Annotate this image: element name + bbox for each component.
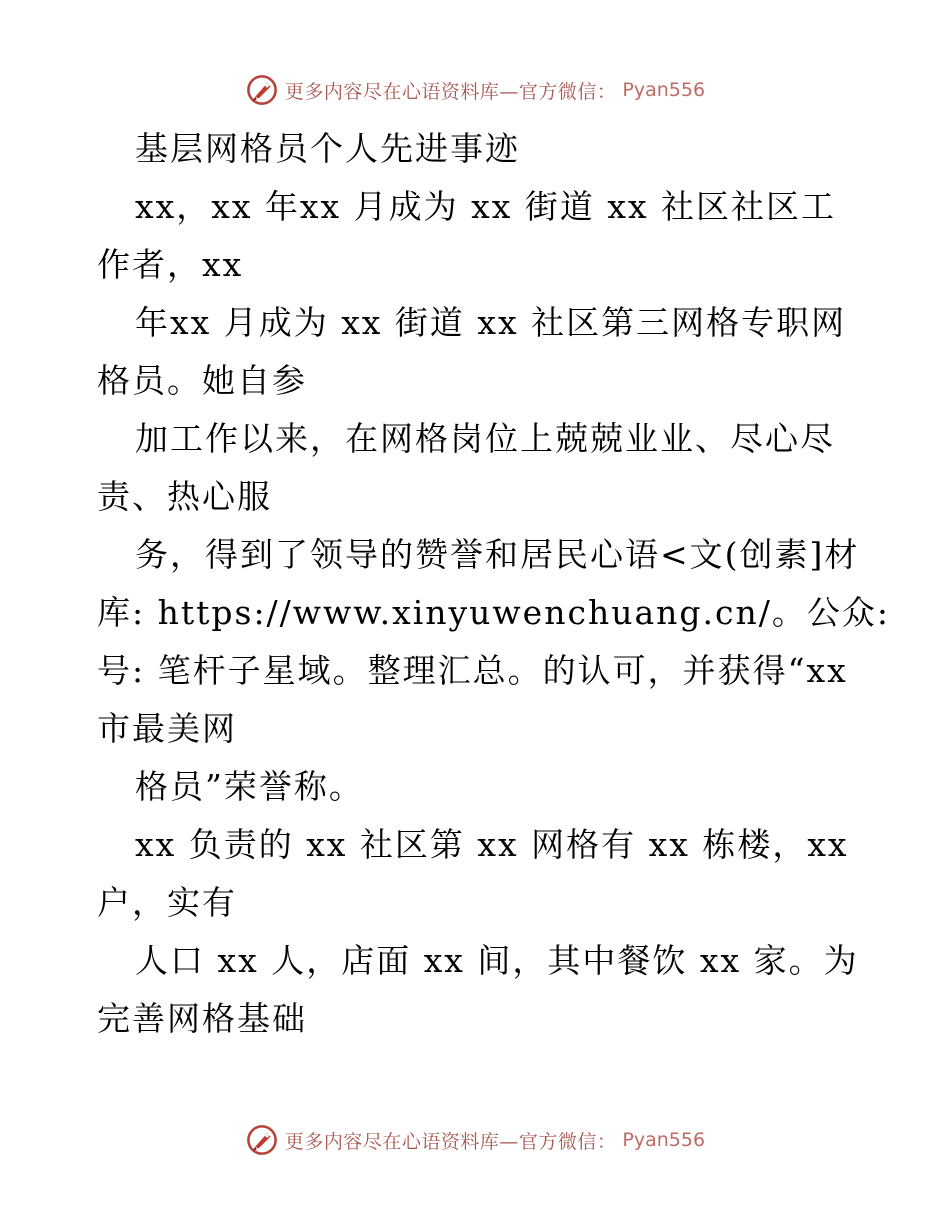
paragraph-line: 完善网格基础 [97,999,307,1038]
paragraph-line: 库: https://www.xinyuwenchuang.cn/。公众: [97,593,890,632]
pen-nib-logo-icon [245,1123,279,1157]
page-footer [0,1120,950,1160]
paragraph-line: 户，实有 [97,883,237,922]
paragraph-line: 格员”荣誉称。 [135,767,364,806]
paragraph-line: 市最美网 [97,709,237,748]
paragraph-line: 务，得到了领导的赞誉和居民心语<文(创素]材 [135,535,860,574]
header-wechat-id: Pyan556 [622,79,706,101]
paragraph-line: 责、热心服 [97,477,272,516]
paragraph-line: 号: 笔杆子星域。整理汇总。的认可，并获得“xx [97,651,848,690]
paragraph-line: xx 负责的 xx 社区第 xx 网格有 xx 栋楼，xx [135,825,849,864]
paragraph-line: 年xx 月成为 xx 街道 xx 社区第三网格专职网 [135,303,847,342]
paragraph-line: 作者，xx [97,245,244,284]
page-header [0,70,950,110]
paragraph-line: 格员。她自参 [97,361,307,400]
paragraph-line: 人口 xx 人，店面 xx 间，其中餐饮 xx 家。为 [135,941,859,980]
document-title: 基层网格员个人先进事迹 [135,129,520,168]
paragraph-line: 加工作以来，在网格岗位上兢兢业业、尽心尽 [135,419,835,458]
document-body [97,120,890,1048]
header-brand-text: 更多内容尽在心语资料库—官方微信： [284,80,617,103]
paragraph-line: xx，xx 年xx 月成为 xx 街道 xx 社区社区工 [135,187,837,226]
footer-wechat-id: Pyan556 [622,1129,706,1151]
pen-nib-logo-icon [245,73,279,107]
footer-brand-text: 更多内容尽在心语资料库—官方微信： [284,1130,617,1153]
footer-brand [245,1123,705,1157]
header-brand [245,73,705,107]
